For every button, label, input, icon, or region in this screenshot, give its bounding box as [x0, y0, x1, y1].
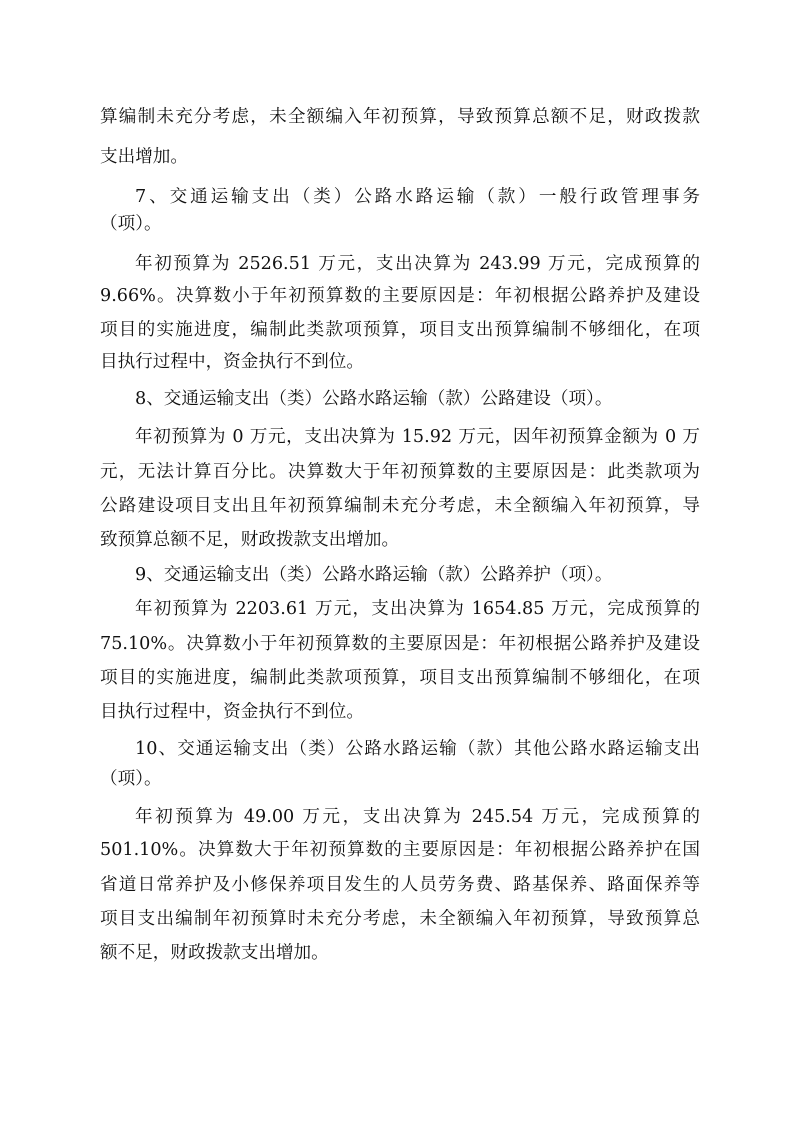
text-line: 项目支出编制年初预算时未充分考虑，未全额编入年初预算，导致预算总 [100, 909, 700, 929]
text-line: 501.10%。决算数大于年初预算数的主要原因是：年初根据公路养护在国 [100, 840, 700, 860]
text-line: 年初预算为 0 万元，支出决算为 15.92 万元，因年初预算金额为 0 万 [135, 427, 700, 447]
text-line: 算编制未充分考虑，未全额编入年初预算，导致预算总额不足，财政拨款 [100, 107, 700, 127]
section-heading-8: 8、交通运输支出（类）公路水路运输（款）公路建设（项）。 [135, 389, 613, 409]
text-line: 目执行过程中，资金执行不到位。 [100, 702, 364, 722]
section-heading-7: 7、交通运输支出（类）公路水路运输（款）一般行政管理事务 [135, 187, 700, 207]
text-line: 年初预算为 2203.61 万元，支出决算为 1654.85 万元，完成预算的 [135, 599, 700, 619]
text-line: 额不足，财政拨款支出增加。 [100, 943, 329, 963]
text-line: 目执行过程中，资金执行不到位。 [100, 352, 364, 372]
section-heading-7-cont: （项）。 [100, 214, 162, 234]
text-line: 项目的实施进度，编制此类款项预算，项目支出预算编制不够细化，在项 [100, 668, 700, 688]
section-heading-10-cont: （项）。 [100, 769, 162, 789]
text-line: 支出增加。 [100, 147, 188, 167]
text-line: 年初预算为 2526.51 万元，支出决算为 243.99 万元，完成预算的 [135, 254, 700, 274]
text-line: 公路建设项目支出且年初预算编制未充分考虑，未全额编入年初预算，导 [100, 496, 700, 516]
text-line: 致预算总额不足，财政拨款支出增加。 [100, 530, 400, 550]
section-heading-9: 9、交通运输支出（类）公路水路运输（款）公路养护（项）。 [135, 565, 613, 585]
text-line: 省道日常养护及小修保养项目发生的人员劳务费、路基保养、路面保养等 [100, 875, 700, 895]
text-line: 项目的实施进度，编制此类款项预算，项目支出预算编制不够细化，在项 [100, 320, 700, 340]
text-line: 75.10%。决算数小于年初预算数的主要原因是：年初根据公路养护及建设 [100, 634, 700, 654]
text-line: 9.66%。决算数小于年初预算数的主要原因是：年初根据公路养护及建设 [100, 286, 700, 306]
section-heading-10: 10、交通运输支出（类）公路水路运输（款）其他公路水路运输支出 [135, 739, 700, 759]
text-line: 年初预算为 49.00 万元，支出决算为 245.54 万元，完成预算的 [135, 807, 700, 827]
text-line: 元，无法计算百分比。决算数大于年初预算数的主要原因是：此类款项为 [100, 462, 700, 482]
